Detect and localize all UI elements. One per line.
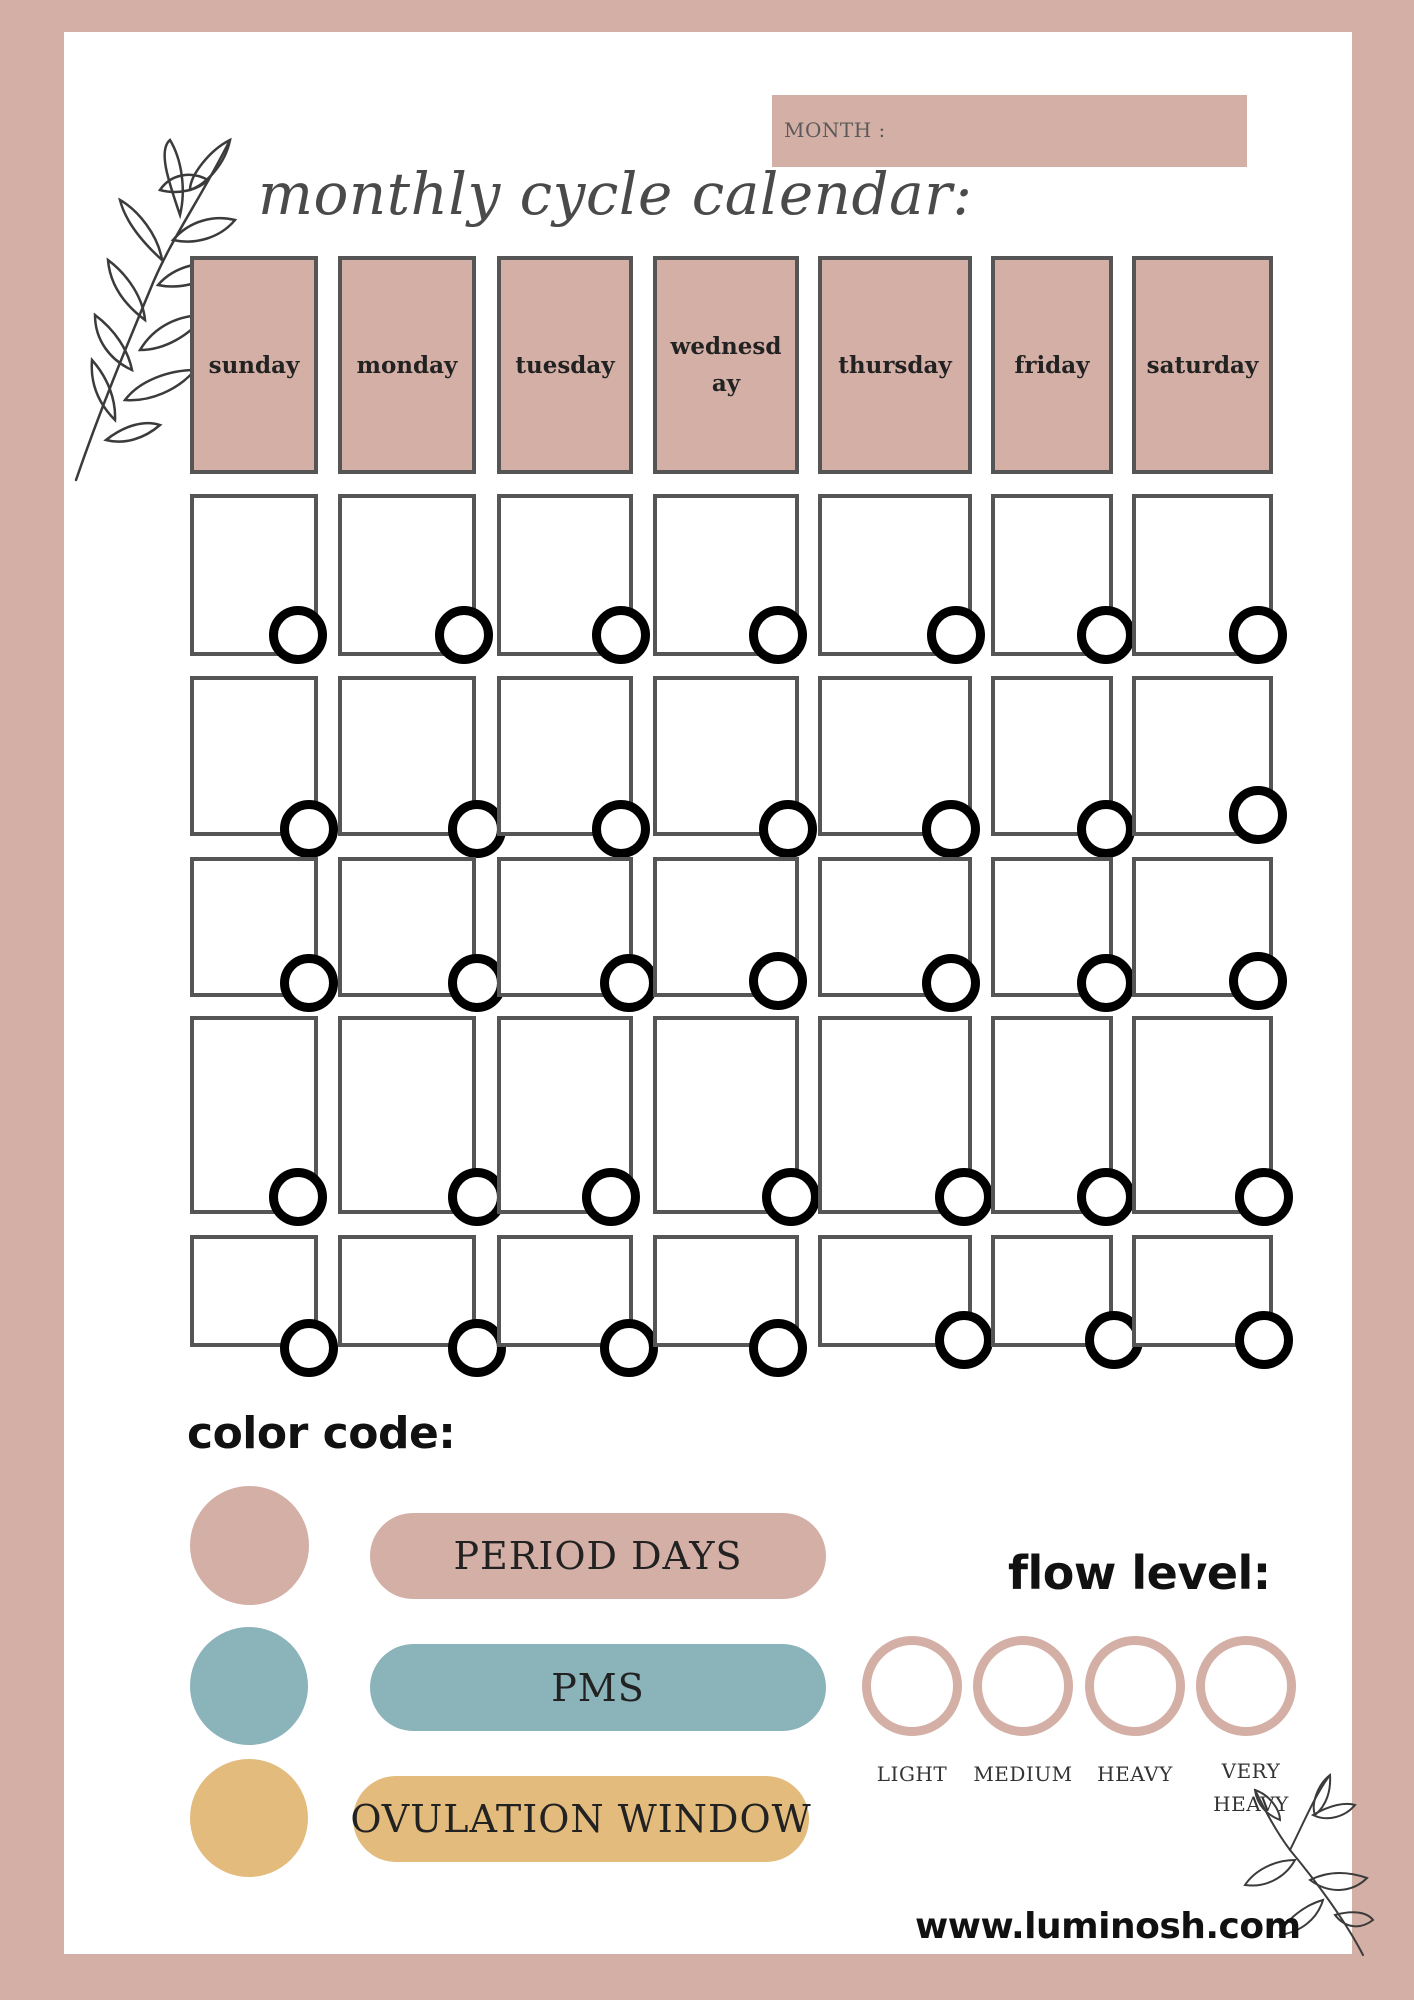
- day-marker-circle[interactable]: [749, 952, 807, 1010]
- weekday-label: saturday: [1146, 351, 1259, 379]
- weekday-header-sunday: [190, 256, 318, 474]
- day-marker-circle[interactable]: [600, 954, 658, 1012]
- flow-very-heavy-ring[interactable]: [1196, 1636, 1296, 1736]
- weekday-label: thursday: [838, 351, 952, 379]
- day-marker-circle[interactable]: [749, 606, 807, 664]
- day-marker-circle[interactable]: [927, 606, 985, 664]
- day-marker-circle[interactable]: [1235, 1168, 1293, 1226]
- day-marker-circle[interactable]: [592, 800, 650, 858]
- day-marker-circle[interactable]: [435, 606, 493, 664]
- weekday-header-friday: [991, 256, 1113, 474]
- weekday-header-saturday: [1132, 256, 1273, 474]
- weekday-label: monday: [356, 351, 458, 379]
- weekday-label: friday: [1014, 351, 1090, 379]
- day-marker-circle[interactable]: [1229, 786, 1287, 844]
- day-marker-circle[interactable]: [592, 606, 650, 664]
- day-marker-circle[interactable]: [922, 954, 980, 1012]
- day-marker-circle[interactable]: [762, 1168, 820, 1226]
- ovulation-window-label: OVULATION WINDOW: [353, 1776, 809, 1862]
- day-marker-circle[interactable]: [1077, 800, 1135, 858]
- day-marker-circle[interactable]: [582, 1168, 640, 1226]
- month-label: MONTH :: [784, 118, 886, 142]
- weekday-header-thursday: [818, 256, 972, 474]
- website-link[interactable]: www.luminosh.com: [915, 1906, 1301, 1947]
- day-marker-circle[interactable]: [280, 800, 338, 858]
- day-marker-circle[interactable]: [1077, 606, 1135, 664]
- flow-medium-ring[interactable]: [973, 1636, 1073, 1736]
- weekday-header-monday: [338, 256, 476, 474]
- day-marker-circle[interactable]: [600, 1319, 658, 1377]
- flow-light-ring[interactable]: [862, 1636, 962, 1736]
- period-days-label: PERIOD DAYS: [370, 1513, 826, 1599]
- day-marker-circle[interactable]: [280, 954, 338, 1012]
- day-marker-circle[interactable]: [759, 800, 817, 858]
- weekday-label: wednesday: [670, 333, 782, 397]
- flow-light-label: LIGHT: [876, 1762, 948, 1786]
- weekday-label: tuesday: [515, 351, 615, 379]
- flow-level-title: flow level:: [1008, 1546, 1271, 1600]
- color-code-title: color code:: [187, 1408, 456, 1459]
- day-marker-circle[interactable]: [269, 606, 327, 664]
- day-marker-circle[interactable]: [269, 1168, 327, 1226]
- weekday-header-wednesday: [653, 256, 799, 474]
- weekday-header-tuesday: [497, 256, 633, 474]
- day-marker-circle[interactable]: [280, 1319, 338, 1377]
- weekday-label: sunday: [208, 351, 300, 379]
- day-marker-circle[interactable]: [1235, 1311, 1293, 1369]
- period-days-swatch: [190, 1486, 309, 1605]
- flow-very-heavy-label: VERY HEAVY: [1213, 1759, 1289, 1816]
- flow-heavy-ring[interactable]: [1085, 1636, 1185, 1736]
- day-marker-circle[interactable]: [749, 1319, 807, 1377]
- day-marker-circle[interactable]: [1229, 606, 1287, 664]
- day-marker-circle[interactable]: [935, 1168, 993, 1226]
- ovulation-swatch: [190, 1759, 308, 1877]
- pms-swatch: [190, 1627, 308, 1745]
- pms-label: PMS: [370, 1644, 826, 1731]
- day-marker-circle[interactable]: [922, 800, 980, 858]
- flow-heavy-label: HEAVY: [1097, 1762, 1173, 1786]
- page-title: monthly cycle calendar:: [258, 160, 973, 228]
- flow-medium-label: MEDIUM: [973, 1762, 1073, 1786]
- day-marker-circle[interactable]: [1077, 1168, 1135, 1226]
- day-marker-circle[interactable]: [935, 1311, 993, 1369]
- day-marker-circle[interactable]: [1077, 954, 1135, 1012]
- day-marker-circle[interactable]: [1229, 952, 1287, 1010]
